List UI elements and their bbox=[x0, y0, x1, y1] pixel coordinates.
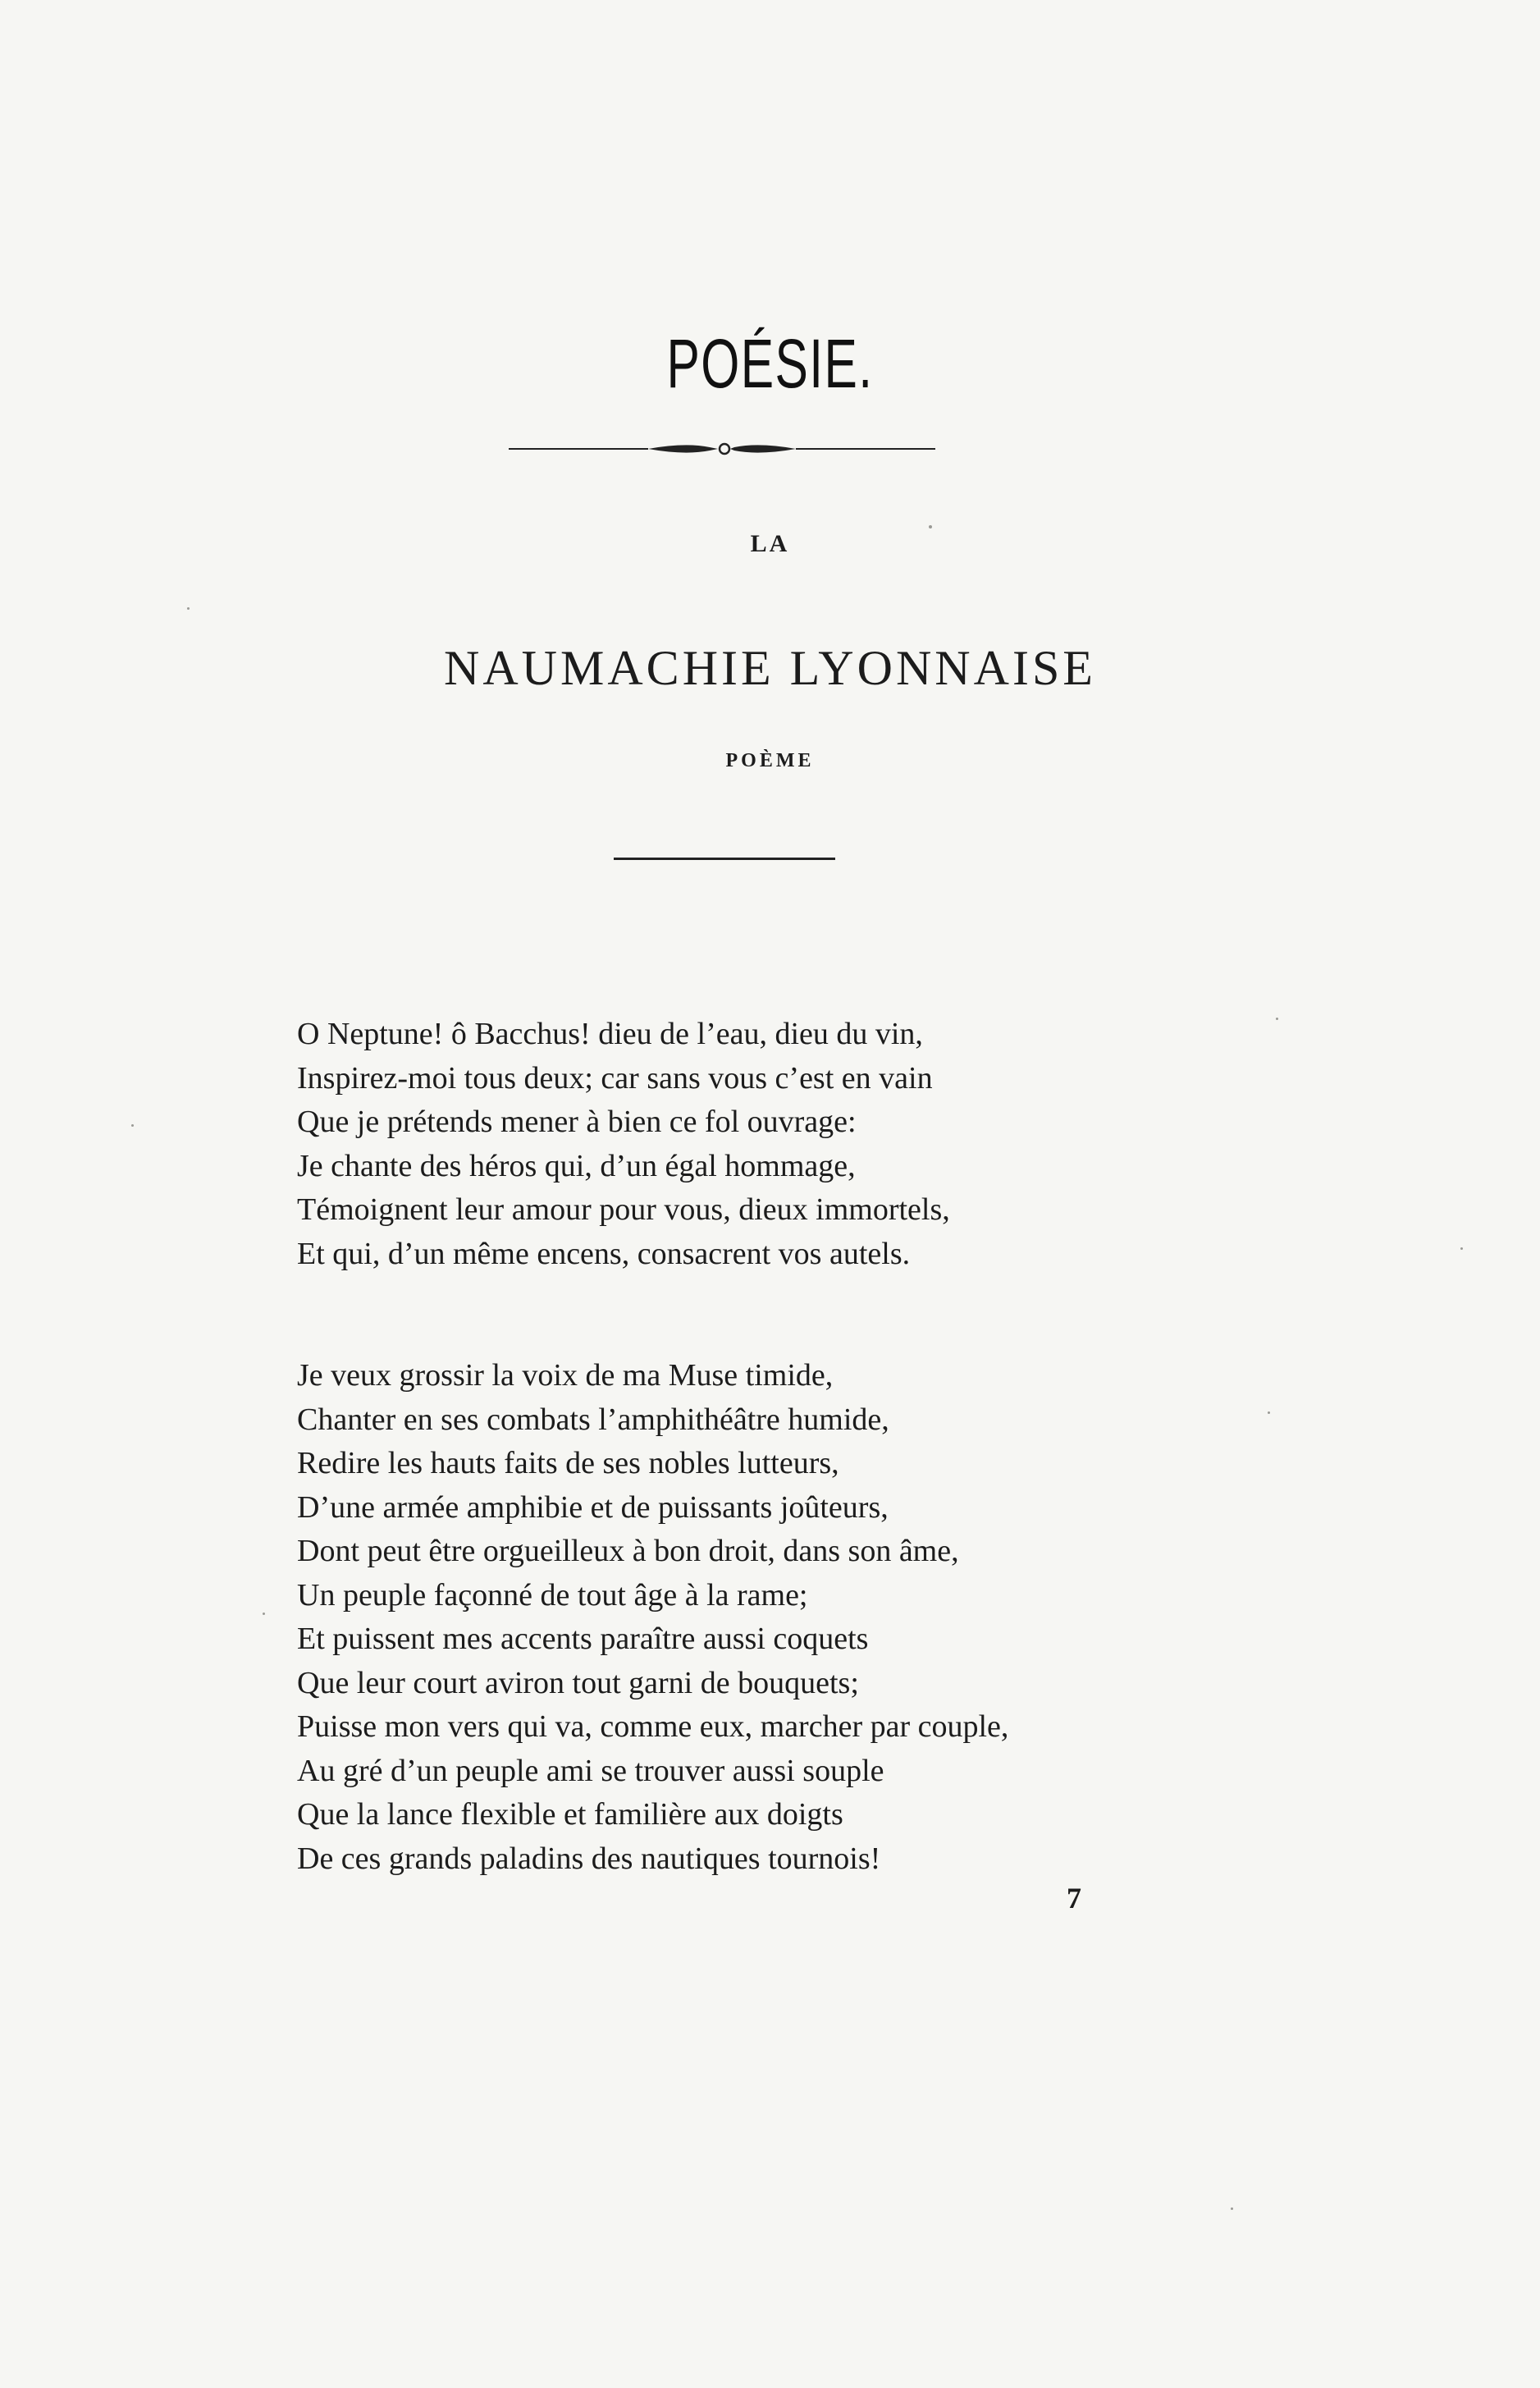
verse-line: Témoignent leur amour pour vous, dieux immortels, bbox=[297, 1192, 950, 1227]
verse-line: Que la lance flexible et familière aux doigts bbox=[297, 1797, 843, 1832]
verse-line: Dont peut être orgueilleux à bon droit, dans son âme, bbox=[297, 1534, 959, 1568]
title-rule bbox=[614, 858, 852, 860]
verse-line: Que leur court aviron tout garni de bouquets; bbox=[297, 1665, 859, 1700]
verse-line: Je veux grossir la voix de ma Muse timide, bbox=[297, 1358, 834, 1393]
stanza-1 bbox=[297, 1013, 1282, 1276]
verse-line: Puisse mon vers qui va, comme eux, marcher par couple, bbox=[297, 1709, 1009, 1744]
poem-subtitle: POÈME bbox=[725, 750, 815, 771]
verse-line: O Neptune! ô Bacchus! dieu de l’eau, dieu du vin, bbox=[297, 1017, 923, 1051]
section-title: POÉSIE. bbox=[666, 325, 874, 402]
verse-line: Je chante des héros qui, d’un égal hommage, bbox=[297, 1148, 856, 1183]
verse-line: De ces grands paladins des nautiques tournois! bbox=[297, 1841, 881, 1876]
poem-title: NAUMACHIE LYONNAISE bbox=[444, 641, 1096, 695]
verse-line: Redire les hauts faits de ses nobles lutteurs, bbox=[297, 1446, 839, 1480]
verse-line: D’une armée amphibie et de puissants joûteurs, bbox=[297, 1489, 889, 1525]
verse-line: Chanter en ses combats l’amphithéâtre humide, bbox=[297, 1402, 889, 1437]
verse-line: Au gré d’un peuple ami se trouver aussi souple bbox=[297, 1753, 884, 1788]
stanza-2 bbox=[297, 1354, 1282, 1881]
verse-line: Que je prétends mener à bien ce fol ouvrage: bbox=[297, 1105, 857, 1139]
verse-line: Un peuple façonné de tout âge à la rame; bbox=[297, 1577, 808, 1613]
verse-line: Inspirez-moi tous deux; car sans vous c’est en vain bbox=[297, 1060, 933, 1096]
ornamental-divider bbox=[509, 440, 935, 458]
verse-line: Et puissent mes accents paraître aussi coquets bbox=[297, 1622, 869, 1656]
page-number: 7 bbox=[1067, 1882, 1081, 1915]
verse-line: Et qui, d’un même encens, consacrent vos autels. bbox=[297, 1236, 911, 1271]
title-article: LA bbox=[750, 530, 790, 557]
